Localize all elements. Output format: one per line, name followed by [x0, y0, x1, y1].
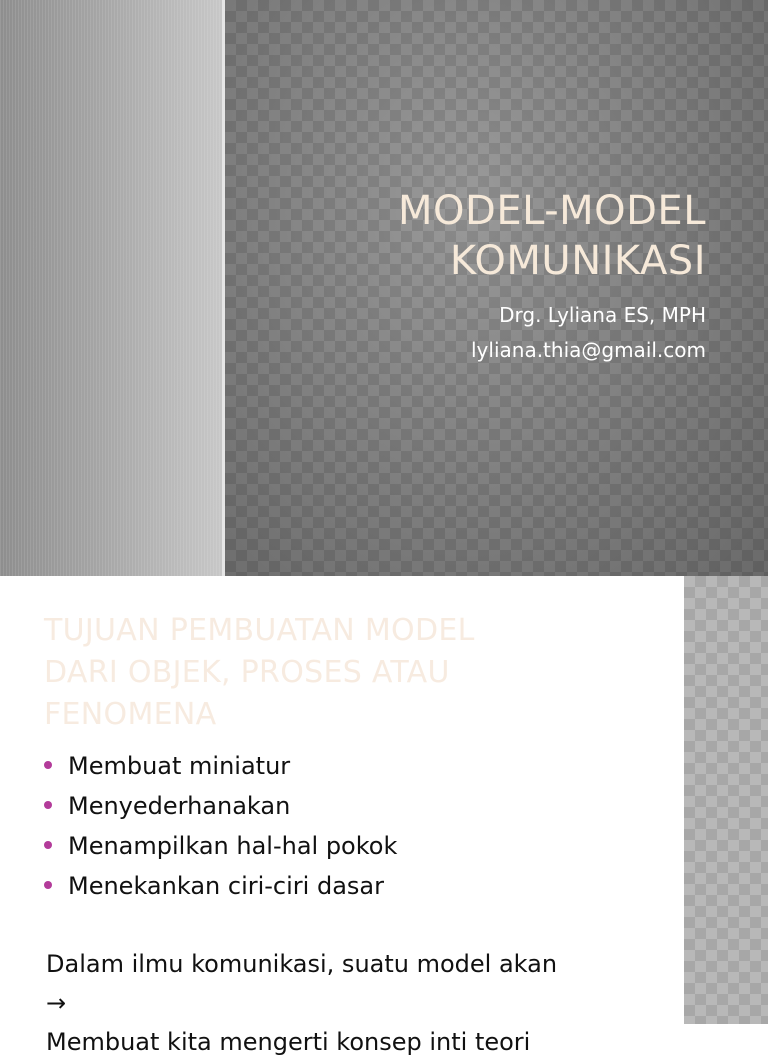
content-title-line-1: TUJUAN PEMBUATAN MODEL: [44, 613, 475, 648]
content-slide-title: [44, 610, 644, 736]
slide-subtitle: [246, 298, 706, 368]
bullet-dot-icon: [44, 801, 52, 809]
right-arrow-icon: →: [46, 989, 67, 1017]
patterned-side-band: [684, 576, 768, 1024]
slide-title-line-2: KOMUNIKASI: [449, 238, 706, 284]
paragraph-line-2-text: Membuat kita mengerti konsep inti teori: [46, 1028, 531, 1056]
left-gradient-panel: [0, 0, 224, 576]
author-email: lyliana.thia@gmail.com: [471, 338, 706, 362]
list-item-text: Menampilkan hal-hal pokok: [68, 832, 398, 860]
bullet-list: [42, 746, 397, 906]
list-item: [42, 746, 397, 786]
slide-title: [246, 186, 706, 286]
list-item: [42, 826, 397, 866]
list-item: [42, 866, 397, 906]
list-item-text: Menyederhanakan: [68, 792, 291, 820]
paragraph-line-1: Dalam ilmu komunikasi, suatu model akan: [46, 950, 558, 978]
bullet-dot-icon: [44, 841, 52, 849]
content-title-line-2: DARI OBJEK, PROSES ATAU: [44, 655, 450, 690]
content-slide: [0, 576, 768, 1056]
bullet-dot-icon: [44, 761, 52, 769]
patterned-background-panel: [225, 0, 768, 576]
bullet-dot-icon: [44, 881, 52, 889]
author-name: Drg. Lyliana ES, MPH: [499, 303, 706, 327]
list-item-text: Menekankan ciri-ciri dasar: [68, 872, 384, 900]
list-item-text: Membuat miniatur: [68, 752, 291, 780]
slide-title-line-1: MODEL-MODEL: [398, 188, 706, 234]
content-title-line-3: FENOMENA: [44, 697, 217, 732]
list-item: [42, 786, 397, 826]
body-paragraph: [46, 945, 666, 1062]
paragraph-line-2: [46, 984, 666, 1062]
